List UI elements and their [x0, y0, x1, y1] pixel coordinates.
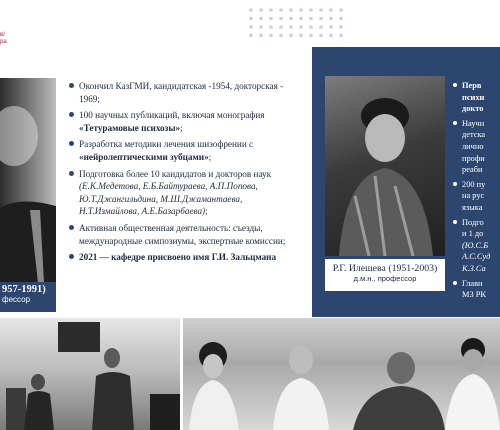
decoration-dot — [309, 25, 313, 29]
portrait-photo-icon — [0, 78, 56, 283]
archive-photo-left — [0, 318, 180, 430]
decoration-dot — [289, 34, 293, 38]
decoration-dot — [299, 8, 303, 12]
decoration-dot — [269, 8, 273, 12]
decoration-dot — [329, 25, 333, 29]
decoration-dot — [279, 34, 283, 38]
decoration-dot — [279, 8, 283, 12]
decoration-dot — [299, 17, 303, 21]
decoration-dot — [259, 34, 263, 38]
archive-photo-icon — [0, 318, 180, 430]
archive-photo-right — [183, 318, 500, 430]
archive-photo-icon — [183, 318, 500, 430]
left-portrait-caption — [0, 282, 56, 312]
decoration-dot — [289, 17, 293, 21]
right-bio-item: Главн МЗ РК — [452, 278, 500, 301]
bio-item: Подготовка более 10 кандидатов и докторов наук (Е.К.Медетова, Е.Б.Байтураева, А.П.Попова, Ю.Т.Джангильдина, М.Ш.Джамантаева, Н.Т.Измайлова, А.Е.Базарбаева); — [68, 168, 300, 218]
decoration-dot — [319, 8, 323, 12]
decoration-dot — [329, 17, 333, 21]
bio-item: 100 научных публикаций, включая монография «Тетурамовые психозы»; — [68, 109, 300, 134]
right-bio-item: Научн детска лично профи реаби — [452, 118, 500, 176]
decoration-dot — [259, 25, 263, 29]
decoration-dot — [329, 34, 333, 38]
bio-item: Активная общественная деятельность: съезды, международные симпозиумы, экспертные комиссии; — [68, 222, 300, 247]
decoration-dot — [299, 34, 303, 38]
decoration-dot — [259, 17, 263, 21]
decoration-dot — [309, 8, 313, 12]
decoration-dot — [289, 25, 293, 29]
decoration-dot — [339, 8, 343, 12]
decoration-dot — [249, 34, 253, 38]
left-portrait-name: 957-1991) — [2, 284, 46, 295]
logo-line-1: в/ — [0, 32, 5, 38]
decoration-dot — [249, 25, 253, 29]
decoration-dot — [319, 17, 323, 21]
bio-list — [68, 80, 300, 268]
right-bio-item: Подго и 1 до (Ю.С.Б А.С.Суд К.З.Са — [452, 217, 500, 275]
decoration-dot — [279, 25, 283, 29]
right-bio-list — [452, 80, 500, 310]
decoration-dot — [339, 34, 343, 38]
right-portrait-caption — [325, 259, 445, 291]
right-portrait-name: Р.Г. Илешева (1951-2003) — [332, 263, 438, 274]
decoration-dot — [249, 8, 253, 12]
right-bio-item: 200 пу на рус языка — [452, 179, 500, 214]
right-bio-item: Перв психн докто — [452, 80, 500, 115]
decoration-dot — [269, 34, 273, 38]
decoration-dot — [259, 8, 263, 12]
bio-item: Окончил КазГМИ, кандидатская -1954, докторская - 1969; — [68, 80, 300, 105]
decoration-dot — [309, 34, 313, 38]
decoration-dot — [319, 25, 323, 29]
logo-fragment — [0, 32, 7, 46]
decoration-dot — [299, 25, 303, 29]
decoration-dot — [269, 25, 273, 29]
portrait-photo-icon — [325, 76, 445, 256]
right-portrait-photo — [325, 76, 445, 256]
decoration-dot — [329, 8, 333, 12]
bio-item: Разработка методики лечения шизофрении с «нейролептическими зубцами»; — [68, 138, 300, 163]
right-portrait-role: д.м.н., профессор — [353, 274, 417, 283]
decoration-dot — [269, 17, 273, 21]
dot-grid-decoration-icon — [246, 6, 346, 40]
left-portrait-photo — [0, 78, 56, 283]
decoration-dot — [339, 17, 343, 21]
decoration-dot — [289, 8, 293, 12]
decoration-dot — [249, 17, 253, 21]
decoration-dot — [319, 34, 323, 38]
decoration-dot — [279, 17, 283, 21]
decoration-dot — [339, 25, 343, 29]
left-portrait-role: фессор — [2, 295, 31, 304]
logo-line-2: ра — [0, 39, 7, 46]
decoration-dot — [309, 17, 313, 21]
bio-item: 2021 — кафедре присвоено имя Г.И. Зальцмана — [68, 251, 300, 264]
